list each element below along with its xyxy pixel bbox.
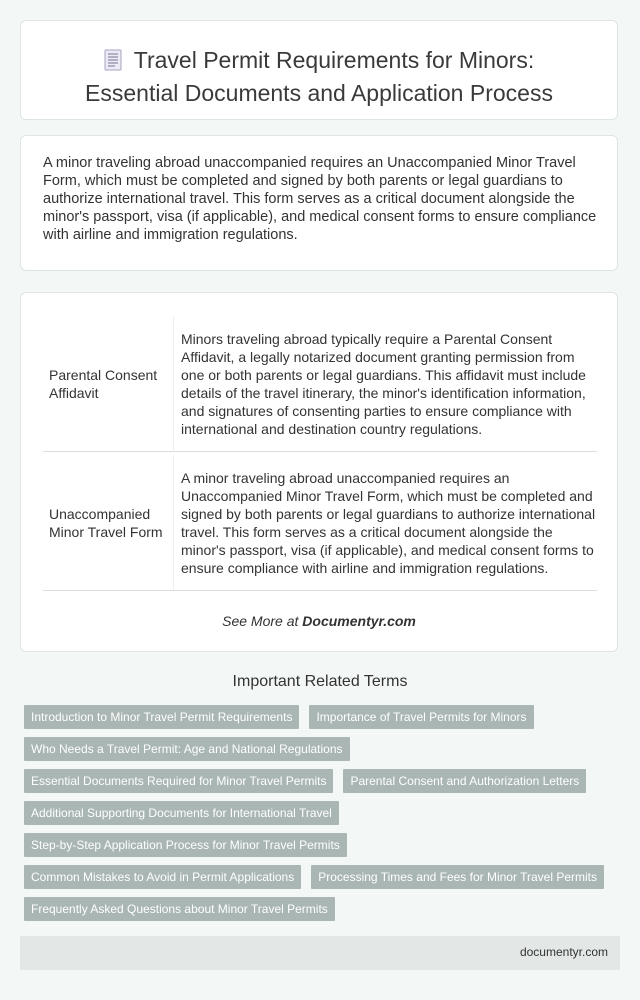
table-term: Unaccompanied Minor Travel Form (49, 505, 163, 540)
intro-card (20, 135, 618, 271)
terms-table (20, 292, 618, 652)
table-description: Minors traveling abroad typically require a Parental Consent Affidavit, a legally notarized document granting permission from one or both parents or legal guardians. This affidavit must include details of the travel itinerary, the minor's identification information, and signatures of consenting parties to ensure compliance with international and destination country regulations. (181, 331, 586, 437)
related-term-tag[interactable]: Introduction to Minor Travel Permit Requirements (24, 705, 299, 729)
related-term-tag[interactable]: Processing Times and Fees for Minor Travel Permits (311, 865, 604, 889)
table-description: A minor traveling abroad unaccompanied requires an Unaccompanied Minor Travel Form, which must be completed and signed by both parents or legal guardians to authorize international travel. This form serves as a critical document alongside the minor's passport, visa (if applicable), and medical consent forms to ensure compliance with airline and immigration regulations. (181, 469, 596, 576)
table-row (43, 455, 597, 591)
related-terms-heading: Important Related Terms (232, 673, 408, 690)
table-term: Parental Consent Affidavit (49, 367, 158, 401)
title-card (20, 20, 618, 120)
related-term-tag[interactable]: Additional Supporting Documents for International Travel (24, 801, 339, 825)
related-term-tag[interactable]: Frequently Asked Questions about Minor Travel Permits (24, 897, 335, 921)
document-icon (104, 48, 122, 78)
related-term-tag[interactable]: Essential Documents Required for Minor Travel Permits (24, 769, 333, 793)
intro-text: A minor traveling abroad unaccompanied requires an Unaccompanied Minor Travel Form, which must be completed and signed by both parents or legal guardians to authorize international travel. This form serves as a critical document alongside the minor's passport, visa (if applicable), and medical consent forms to ensure compliance with airline and immigration regulations. (43, 155, 597, 243)
title-line-1: Travel Permit Requirements for Minors: (133, 47, 535, 73)
page-title (21, 45, 617, 108)
see-more-site[interactable]: Documentyr.com (302, 613, 416, 629)
see-more-link[interactable] (21, 613, 617, 629)
related-term-tag[interactable]: Parental Consent and Authorization Letters (343, 769, 586, 793)
related-term-tag[interactable]: Importance of Travel Permits for Minors (309, 705, 533, 729)
footer-site-link[interactable]: documentyr.com (519, 945, 608, 959)
related-term-tag[interactable]: Step-by-Step Application Process for Minor Travel Permits (24, 833, 347, 857)
table-row (43, 317, 597, 452)
see-more-prefix: See More at (222, 613, 303, 629)
related-term-tag[interactable]: Common Mistakes to Avoid in Permit Applications (24, 865, 301, 889)
footer (20, 936, 620, 970)
related-term-tag[interactable]: Who Needs a Travel Permit: Age and National Regulations (24, 737, 350, 761)
title-line-2: Essential Documents and Application Process (85, 80, 553, 106)
related-terms-list (24, 705, 624, 929)
